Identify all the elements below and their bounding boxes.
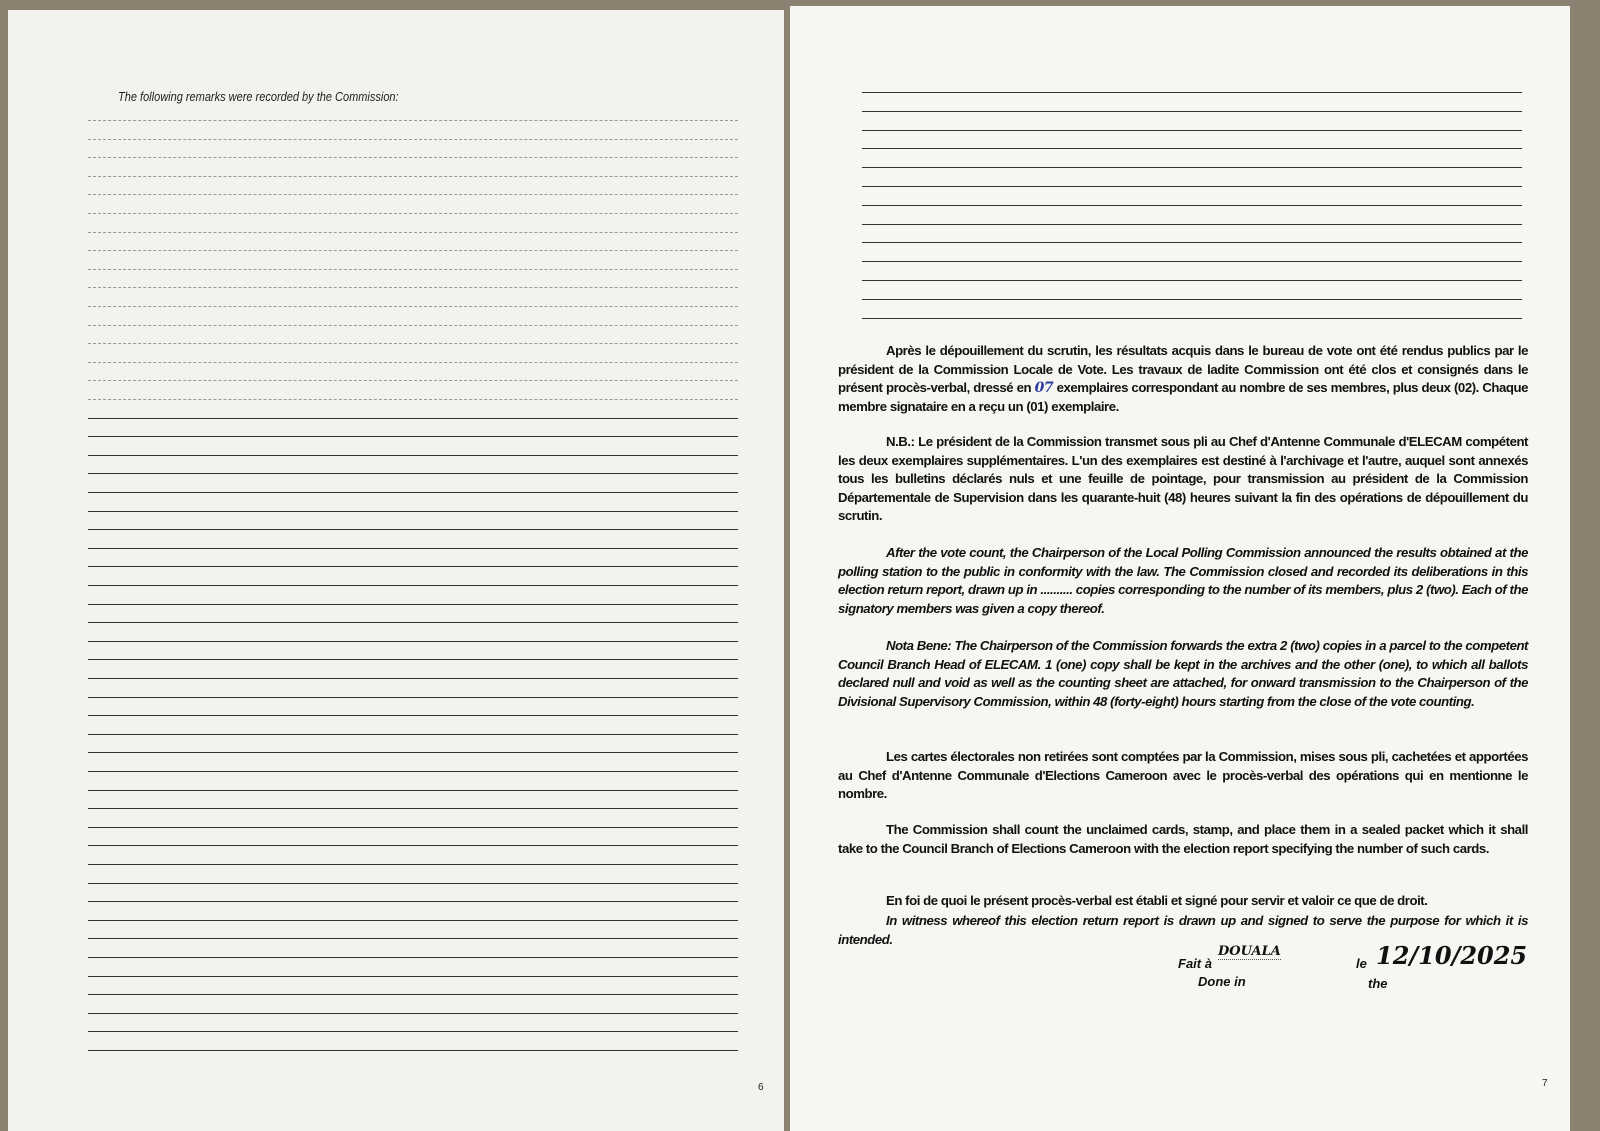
remark-line: [88, 994, 738, 995]
remark-line: [88, 232, 738, 233]
paragraph-en-nb: [838, 637, 1528, 711]
done-at-en: Done in: [1198, 974, 1246, 989]
nota-bene-label: Nota Bene:: [886, 638, 952, 653]
page-number: 7: [1542, 1078, 1548, 1089]
remark-line: [88, 325, 738, 326]
remark-line: [88, 139, 738, 140]
remark-line: [88, 157, 738, 158]
remark-line: [88, 1050, 738, 1051]
handwritten-date: 12/10/2025: [1376, 941, 1528, 970]
text: In witness whereof this election return report is drawn up and signed to serve the purpose for which it is intended.: [838, 913, 1528, 947]
date-label-en: the: [1368, 976, 1388, 991]
remark-line: [88, 473, 738, 474]
remark-line: [88, 790, 738, 791]
remark-line: [88, 864, 738, 865]
remark-line: [862, 242, 1522, 243]
remark-line: [862, 111, 1522, 112]
remark-line: [88, 566, 738, 567]
remark-line: [88, 938, 738, 939]
remark-line: [88, 250, 738, 251]
remark-line: [862, 130, 1522, 131]
left-page: [8, 10, 784, 1131]
remark-line: [88, 678, 738, 679]
remark-line: [862, 280, 1522, 281]
remark-line: [88, 1031, 738, 1032]
remark-line: [88, 455, 738, 456]
remark-line: [88, 957, 738, 958]
text: En foi de quoi le présent procès-verbal est établi et signé pour servir et valoir ce que de droit.: [886, 893, 1428, 908]
paragraph-fr-cards: [838, 748, 1528, 804]
page-number: 6: [758, 1082, 764, 1093]
remark-line: [88, 920, 738, 921]
remark-line: [862, 186, 1522, 187]
remark-line: [862, 224, 1522, 225]
remark-line: [88, 697, 738, 698]
done-at-fr: Fait à: [1178, 956, 1212, 971]
remark-line: [88, 604, 738, 605]
remark-line: [88, 827, 738, 828]
remark-line: [88, 511, 738, 512]
remark-line: [862, 205, 1522, 206]
remark-line: [88, 306, 738, 307]
remark-line: [88, 492, 738, 493]
remark-line: [88, 622, 738, 623]
text: Les cartes électorales non retirées sont comptées par la Commission, mises sous pli, cachetées et apportées au Chef d'Antenne Communale d'Elections Cameroon avec le procès-verbal des opérations qui en mentionne le nombre.: [838, 749, 1528, 802]
remark-line: [88, 287, 738, 288]
remark-line: [88, 641, 738, 642]
remark-line: [88, 362, 738, 363]
remark-line: [88, 845, 738, 846]
text: Après le dépouillement du scrutin, les résultats acquis dans le bureau de vote ont été rendus publics par le président de la Commission Locale de Vote. Les travaux de ladite Commission ont été clos et consignés dans le présent procès-verbal, dressé en: [838, 343, 1528, 396]
remark-line: [88, 752, 738, 753]
text: The Chairperson of the Commission forwards the extra 2 (two) copies in a parcel to the competent Council Branch Head of ELECAM. 1 (one) copy shall be kept in the archives and the other (one), to which all ballots declared null and void as well as the counting sheet are attached, for onward transmission to the Chairperson of the Divisional Supervisory Commission, within 48 (forty-eight) hours starting from the close of the vote counting.: [838, 638, 1529, 709]
text: After the vote count, the Chairperson of the Local Polling Commission announced the results obtained at the polling station to the public in conformity with the law. The Commission closed and recorded its deliberations in this election return report, drawn up in .......... copies corresponding to the number of its members, plus 2 (two). Each of the signatory members was given a copy thereof.: [838, 545, 1528, 616]
text: The Commission shall count the unclaimed cards, stamp, and place them in a sealed packet which it shall take to the Council Branch of Elections Cameroon with the election report specifying the number of such cards.: [838, 822, 1528, 856]
remark-line: [88, 343, 738, 344]
remark-line: [88, 771, 738, 772]
remark-line: [88, 380, 738, 381]
remark-line: [88, 529, 738, 530]
remark-line: [88, 120, 738, 121]
text: N.B.: Le président de la Commission transmet sous pli au Chef d'Antenne Communale d'ELECAM compétent les deux exemplaires supplémentaires. L'un des exemplaires est destiné à l'archivage et l'autre, auquel sont annexés tous les bulletins déclarés nuls et une feuille de pointage, pour transmission au président de la Commission Départementale de Supervision dans les quarante-huit (48) heures suivant la fin des opérations de dépouillement du scrutin.: [838, 434, 1528, 524]
remark-line: [88, 883, 738, 884]
remark-line: [862, 148, 1522, 149]
handwritten-place: DOUALA: [1218, 944, 1281, 959]
remark-line: [88, 1013, 738, 1014]
remark-line: [88, 176, 738, 177]
paragraph-fr-results: [838, 342, 1528, 416]
remark-line: [88, 659, 738, 660]
right-page: [790, 6, 1570, 1131]
remark-line: [88, 548, 738, 549]
remark-line: [88, 976, 738, 977]
paragraph-fr-witness: [838, 892, 1528, 911]
paragraph-fr-nb: [838, 433, 1528, 526]
remark-line: [88, 808, 738, 809]
remark-line: [88, 585, 738, 586]
text: exemplaires correspondant au nombre de ses membres, plus deux (02). Chaque membre signataire en a reçu un (01) exemplaire.: [838, 380, 1528, 414]
remark-line: [88, 734, 738, 735]
remark-line: [88, 269, 738, 270]
remark-line: [88, 901, 738, 902]
date-label-fr: le: [1356, 956, 1367, 971]
remark-line: [88, 436, 738, 437]
remark-line: [862, 167, 1522, 168]
remark-line: [862, 299, 1522, 300]
remark-line: [88, 213, 738, 214]
paragraph-en-results: [838, 544, 1528, 618]
remark-line: [88, 418, 738, 419]
remark-line: [862, 318, 1522, 319]
remark-line: [88, 399, 738, 400]
remark-line: [88, 715, 738, 716]
remark-line: [862, 92, 1522, 93]
remarks-heading: The following remarks were recorded by the Commission:: [118, 90, 399, 104]
paragraph-en-cards: [838, 821, 1528, 858]
handwritten-copies: 07: [1034, 380, 1054, 397]
remark-line: [88, 194, 738, 195]
remark-line: [862, 261, 1522, 262]
